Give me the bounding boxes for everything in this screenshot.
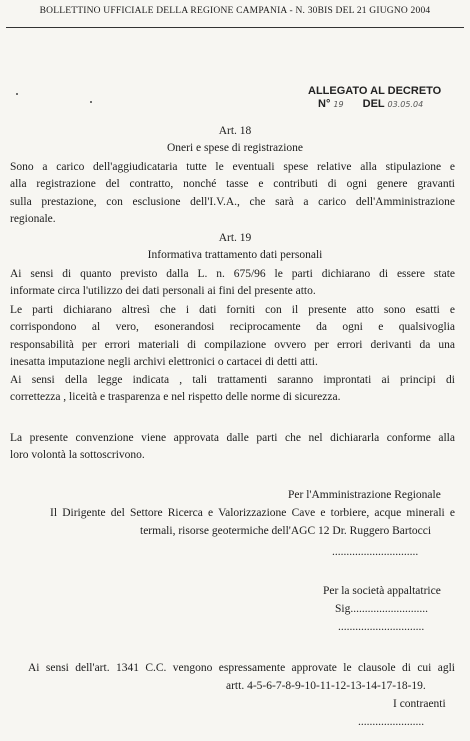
signature-line-amministrazione: .............................. <box>332 546 419 558</box>
text-line: corrispondono al vero, esonerandosi reciprocamente da ogni e qualsivoglia <box>10 321 455 334</box>
art19-paragraph-3 <box>10 372 455 407</box>
text-line: Sono a carico dell'aggiudicataria tutte le eventuali spese relative alla stipulazione e <box>10 161 455 173</box>
text-line: La presente convenzione viene approvata dalle parti che nel dichiararla conforme alla <box>10 432 455 444</box>
bulletin-header: BOLLETTINO UFFICIALE DELLA REGIONE CAMPANIA - N. 30BIS DEL 21 GIUGNO 2004 <box>39 6 431 16</box>
sig-line: Sig........................... <box>335 603 428 615</box>
text-line: loro volontà la sottoscrivono. <box>10 449 145 462</box>
stamp-title: ALLEGATO AL DECRETO <box>308 85 442 97</box>
art19-paragraph-1 <box>10 266 455 301</box>
art18-number: Art. 18 <box>218 125 252 137</box>
clausole-line-2: artt. 4-5-6-7-8-9-10-11-12-13-14-17-18-19. <box>226 680 426 692</box>
dirigente-line-1: Il Dirigente del Settore Ricerca e Valorizzazione Cave e torbiere, acque minerali e <box>50 507 455 519</box>
scan-speck <box>16 93 18 95</box>
clausole-line-1: Ai sensi dell'art. 1341 C.C. vengono espressamente approvate le clausole di cui agli <box>28 662 455 674</box>
decree-stamp <box>308 85 441 111</box>
text-line: Ai sensi della legge indicata , tali trattamenti saranno improntati ai principi di <box>10 374 455 386</box>
text-line: alla registrazione del contratto, nonché tasse e contributi di ogni genere gravanti <box>10 178 455 191</box>
signature-line-contraenti: ....................... <box>358 716 425 728</box>
header-rule <box>6 27 464 28</box>
text-line: correttezza , liceità e trasparenza e nel rispetto delle norme di sicurezza. <box>10 391 341 404</box>
art18-title: Oneri e spese di registrazione <box>166 142 304 154</box>
text-line: Le parti dichiarano altresì che i dati forniti con il presente atto sono esatti e <box>10 304 455 316</box>
text-line: sulla prestazione, con esclusione dell'I.V.A., che sarà a carico dell'Amministrazione <box>10 195 455 208</box>
societa-label: Per la società appaltatrice <box>323 585 441 597</box>
text-line: responsabilità per errori materiali di compilazione ovvero per errori derivanti da una <box>10 338 455 351</box>
stamp-n-label: N° <box>318 98 331 110</box>
art19-title: Informativa trattamento dati personali <box>147 249 323 261</box>
contraenti-label: I contraenti <box>393 698 446 710</box>
stamp-number-line <box>308 98 441 111</box>
text-line: regionale. <box>10 212 56 225</box>
text-line: Ai sensi di quanto previsto dalla L. n. 675/96 le parti dichiarano di essere state <box>10 268 455 280</box>
stamp-del-label: DEL <box>362 98 385 110</box>
stamp-n-value: 19 <box>333 100 344 109</box>
text-line: inesatta imputazione negli archivi elettronici o cartacei di detti atti. <box>10 355 318 368</box>
art19-number: Art. 19 <box>218 232 252 244</box>
amministrazione-label: Per l'Amministrazione Regionale <box>288 489 441 501</box>
dirigente-line-2: termali, risorse geotermiche dell'AGC 12 Dr. Ruggero Bartocci <box>140 525 432 537</box>
art19-paragraph-2 <box>10 302 455 371</box>
text-line: informate circa l'utilizzo dei dati personali ai fini del presente atto. <box>10 285 316 298</box>
stamp-del-value: 03.05.04 <box>387 100 424 109</box>
art18-body <box>10 159 455 228</box>
scan-speck <box>90 101 92 103</box>
convenzione-paragraph <box>10 430 455 465</box>
signature-line-societa: .............................. <box>338 621 425 633</box>
